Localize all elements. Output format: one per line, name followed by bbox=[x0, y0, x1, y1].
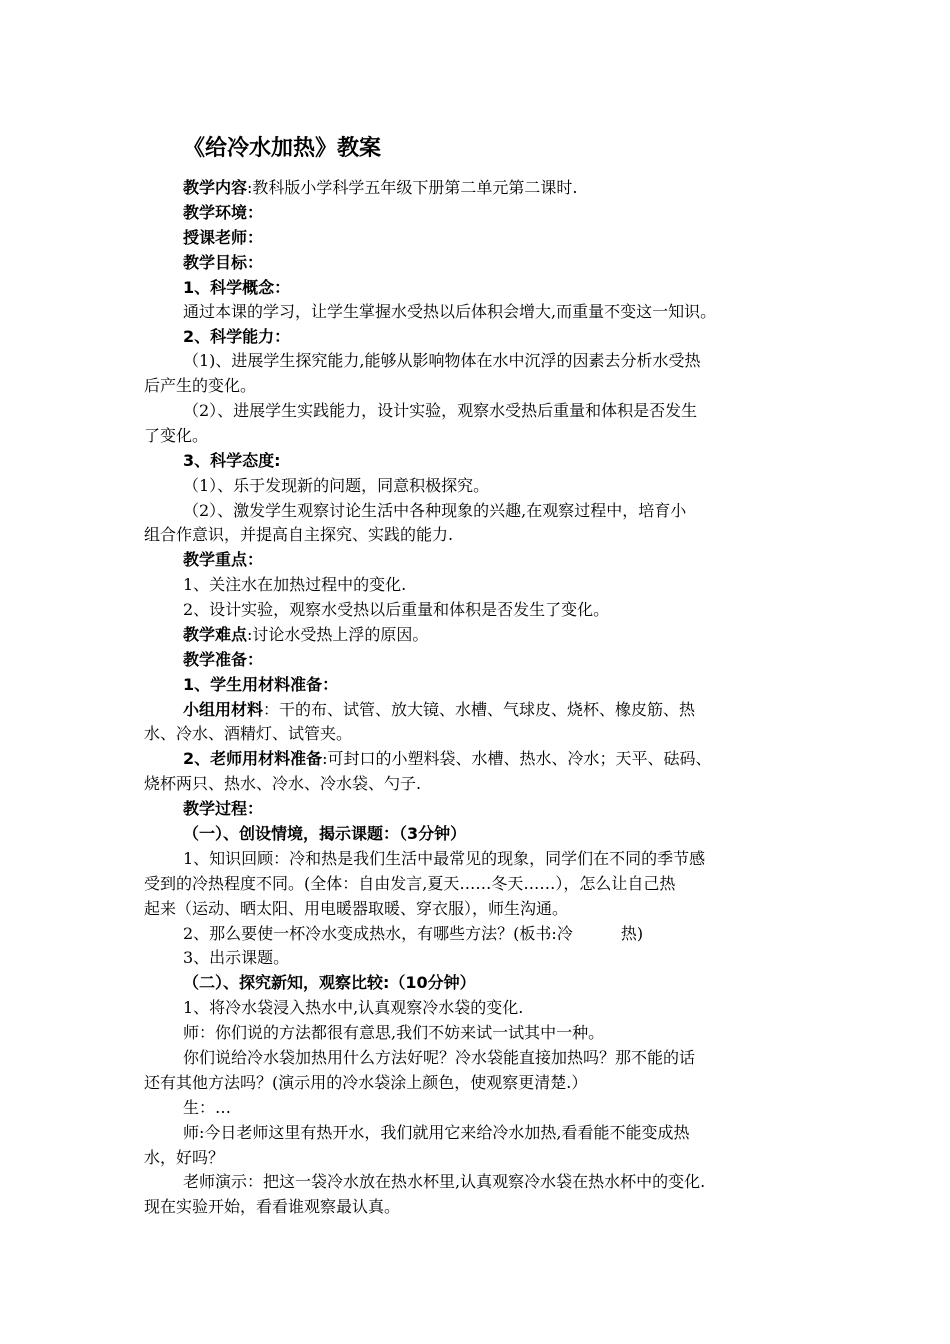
document-title: 《给冷水加热》教案 bbox=[183, 136, 382, 161]
text-line: 还有其他方法吗？(演示用的冷水袋涂上颜色，使观察更清楚.） bbox=[144, 1073, 588, 1092]
text-line: 水，好吗？ bbox=[144, 1148, 225, 1167]
text-line: 起来（运动、晒太阳、用电暖器取暖、穿衣服），师生沟通。 bbox=[144, 899, 569, 918]
text-line: 小组用材料：干的布、试管、放大镜、水槽、气球皮、烧杯、橡皮筋、热 bbox=[183, 700, 696, 719]
text-line: 通过本课的学习，让学生掌握水受热以后体积会增大,而重量不变这一知识。 bbox=[183, 302, 717, 321]
text-line: 教学目标： bbox=[183, 253, 264, 272]
text-line: 1、将冷水袋浸入热水中,认真观察冷水袋的变化. bbox=[183, 998, 524, 1017]
text-line: 1、关注水在加热过程中的变化. bbox=[183, 575, 407, 594]
text-line: 教学环境： bbox=[183, 203, 264, 222]
text-line: 1、学生用材料准备： bbox=[183, 675, 339, 694]
text-line: 3、科学态度: bbox=[183, 451, 281, 470]
text-line: 教学过程： bbox=[183, 799, 264, 818]
text-line: 受到的冷热程度不同。(全体：自由发言,夏天……冬天……），怎么让自己热 bbox=[144, 874, 676, 893]
text-line: （2）、激发学生观察讨论生活中各种现象的兴趣,在观察过程中，培育小 bbox=[183, 501, 687, 520]
text-line: 2、设计实验，观察水受热以后重量和体积是否发生了变化。 bbox=[183, 600, 610, 619]
text-line: （2）、进展学生实践能力，设计实验，观察水受热后重量和体积是否发生 bbox=[183, 401, 698, 420]
text-line: 师:今日老师这里有热开水，我们就用它来给冷水加热,看看能不能变成热 bbox=[183, 1123, 690, 1142]
text-line: 3、出示课题。 bbox=[183, 948, 290, 967]
text-line: 授课老师： bbox=[183, 228, 264, 247]
text-line: 1、科学概念： bbox=[183, 278, 291, 297]
text-line: （一）、创设情境，揭示课题：（3分钟） bbox=[183, 824, 467, 843]
text-line: 水、冷水、酒精灯、试管夹。 bbox=[144, 724, 353, 743]
text-line: 生：… bbox=[183, 1098, 232, 1117]
text-line: 组合作意识，并提高自主探究、实践的能力. bbox=[144, 525, 454, 544]
text-line: （1）、乐于发现新的问题，同意积极探究。 bbox=[183, 476, 490, 495]
text-line: 了变化。 bbox=[144, 426, 209, 445]
text-line: 2、那么要使一杯冷水变成热水，有哪些方法？(板书:冷 热) bbox=[183, 924, 644, 943]
text-line: （1)、进展学生探究能力,能够从影响物体在水中沉浮的因素去分析水受热 bbox=[183, 351, 701, 370]
text-line: （二）、探究新知，观察比较:（10分钟） bbox=[183, 973, 476, 992]
text-line: 1、知识回顾：冷和热是我们生活中最常见的现象，同学们在不同的季节感 bbox=[183, 849, 706, 868]
text-line: 教学准备： bbox=[183, 650, 264, 669]
text-line: 后产生的变化。 bbox=[144, 376, 257, 395]
text-line: 教学难点:讨论水受热上浮的原因。 bbox=[183, 625, 429, 644]
text-line: 2、老师用材料准备:可封口的小塑料袋、水槽、热水、冷水；天平、砝码、 bbox=[183, 749, 712, 768]
text-line: 2、科学能力： bbox=[183, 327, 291, 346]
text-line: 教学重点： bbox=[183, 550, 264, 569]
text-line: 教学内容:教科版小学科学五年级下册第二单元第二课时. bbox=[183, 178, 578, 197]
text-line: 老师演示：把这一袋冷水放在热水杯里,认真观察冷水袋在热水杯中的变化. bbox=[183, 1172, 706, 1191]
text-line: 师：你们说的方法都很有意思,我们不妨来试一试其中一种。 bbox=[183, 1023, 605, 1042]
text-line: 现在实验开始，看看谁观察最认真。 bbox=[144, 1197, 401, 1216]
text-line: 你们说给冷水袋加热用什么方法好呢？冷水袋能直接加热吗？那不能的话 bbox=[183, 1048, 696, 1067]
text-line: 烧杯两只、热水、冷水、冷水袋、勺子. bbox=[144, 774, 422, 793]
